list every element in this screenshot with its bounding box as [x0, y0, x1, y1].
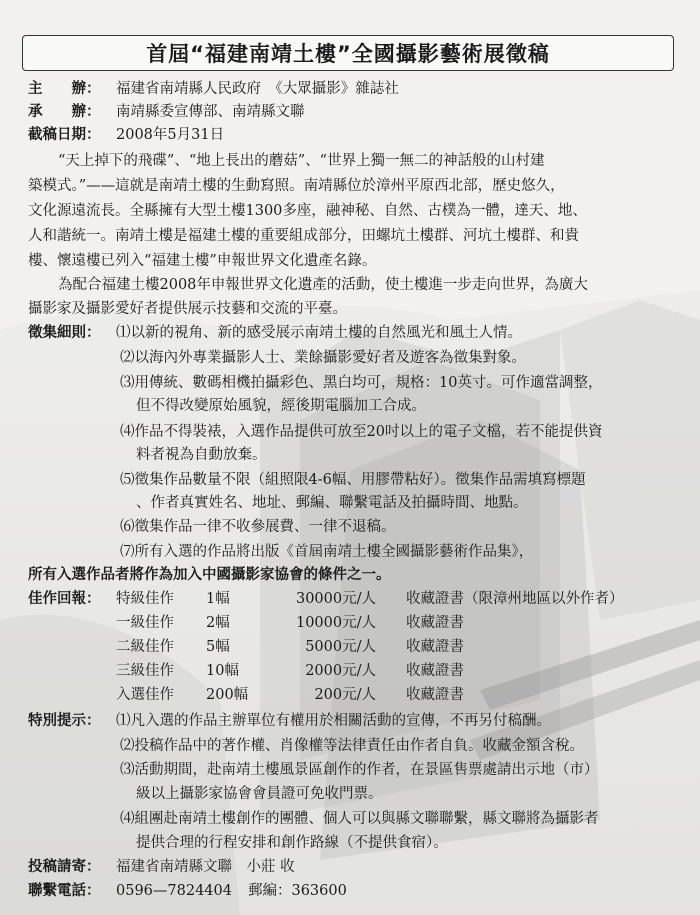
- award-level: 二級佳作: [116, 639, 174, 655]
- award-count: 1幅: [206, 591, 230, 607]
- award-level: 一級佳作: [116, 615, 174, 631]
- note-item: ⑴凡入選的作品主辦單位有權用於相關活動的宣傳，不再另付稿酬。: [116, 713, 551, 729]
- award-prize: 收藏證書: [406, 615, 464, 631]
- rule-item-cont: 、作者真實姓名、地址、郵編、聯繫電話及拍攝時間、地點。: [136, 495, 528, 511]
- contact-phone: 0596—7824404: [116, 883, 232, 899]
- note-item-cont: 級以上攝影家協會會員證可免收門票。: [136, 786, 383, 802]
- award-level: 三級佳作: [116, 663, 174, 679]
- intro-line: 為配合福建土樓2008年申報世界文化遺產的活動，使土樓進一步走向世界，為廣大: [58, 277, 588, 293]
- organizer-line: [28, 101, 305, 123]
- award-row: [116, 684, 464, 706]
- note-item: ⑵投稿作品中的著作權、肖像權等法律責任由作者自負。收藏金額含稅。: [120, 738, 584, 754]
- page-title: 首屆“福建南靖土樓”全國攝影藝術展徵稿: [22, 35, 674, 71]
- rule-item: ⑺所有入選的作品將出版《首屆南靖土樓全國攝影藝術作品集》，: [120, 544, 534, 560]
- membership-note: 所有入選作品者將作為加入中國攝影家協會的條件之一。: [28, 567, 391, 583]
- intro-line: 文化源遠流長。全縣擁有大型土樓1300多座，融神秘、自然、古樸為一體，達天、地、: [28, 203, 587, 219]
- submit-value: 福建省南靖縣文聯 小莊 收: [116, 859, 295, 875]
- award-row: [28, 588, 624, 610]
- award-prize: 收藏證書（限漳州地區以外作者）: [406, 591, 624, 607]
- intro-line: 人和諧統一。南靖土樓是福建土樓的重要組成部分，田螺坑土樓群、河坑土樓群、和貴: [28, 228, 579, 244]
- award-amount: 30000元/人: [295, 591, 376, 607]
- rule-item: ⑵以海內外專業攝影人士、業餘攝影愛好者及遊客為徵集對象。: [120, 350, 526, 366]
- host-line: [28, 78, 399, 100]
- rule-item: ⑶用傳統、數碼相機拍攝彩色、黑白均可，規格：10英寸。可作適當調整，: [120, 375, 603, 391]
- award-level: 特級佳作: [116, 591, 174, 607]
- rules-label: 徵集細則：: [28, 325, 101, 341]
- award-prize: 收藏證書: [406, 639, 464, 655]
- host-label: 主 辦：: [28, 81, 101, 97]
- contact-postcode: 郵編：363600: [247, 883, 347, 899]
- contact-label: 聯繫電話：: [28, 883, 101, 899]
- deadline-value: 2008年5月31日: [116, 127, 225, 143]
- award-amount: 2000元/人: [305, 663, 376, 679]
- deadline-line: [28, 124, 224, 146]
- intro-line: 築模式。”——這就是南靖土樓的生動寫照。南靖縣位於漳州平原西北部，歷史悠久，: [28, 178, 565, 194]
- contact-line: [28, 880, 347, 902]
- award-row: [116, 660, 464, 682]
- submit-line: [28, 856, 295, 878]
- deadline-label: 截稿日期：: [28, 127, 101, 143]
- intro-line: 樓、懷遠樓已列入“福建土樓”申報世界文化遺產名錄。: [28, 253, 377, 269]
- award-prize: 收藏證書: [406, 687, 464, 703]
- award-amount: 5000元/人: [305, 639, 376, 655]
- award-count: 5幅: [206, 639, 230, 655]
- intro-line: “天上掉下的飛碟”、“地上長出的蘑菇”、“世界上獨一無二的神話般的山村建: [58, 153, 545, 169]
- note-item: ⑷組團赴南靖土樓創作的團體、個人可以與縣文聯聯繫，縣文聯將為攝影者: [120, 811, 599, 827]
- notes-section: [28, 710, 551, 732]
- award-level: 入選佳作: [116, 687, 174, 703]
- organizer-value: 南靖縣委宣傳部、南靖縣文聯: [116, 104, 305, 120]
- awards-label: 佳作回報：: [28, 591, 101, 607]
- rule-item: ⑹徵集作品一律不收參展費、一律不退稿。: [120, 519, 396, 535]
- award-count: 2幅: [206, 615, 230, 631]
- award-row: [116, 612, 464, 634]
- submit-label: 投稿請寄：: [28, 859, 101, 875]
- rule-item: ⑸徵集作品數量不限（組照限4-6幅、用膠帶粘好）。徵集作品需填寫標題: [120, 472, 586, 488]
- award-prize: 收藏證書: [406, 663, 464, 679]
- award-count: 10幅: [206, 663, 239, 679]
- rules-section: [28, 322, 522, 344]
- rule-item: ⑴以新的視角、新的感受展示南靖土樓的自然風光和風土人情。: [116, 325, 522, 341]
- intro-line: 攝影家及攝影愛好者提供展示技藝和交流的平臺。: [28, 301, 347, 317]
- rule-item: ⑷作品不得裝裱，入選作品提供可放至20吋以上的電子文檔，若不能提供資: [120, 424, 603, 440]
- note-item: ⑶活動期間，赴南靖土樓風景區創作的作者，在景區售票處請出示地（市）: [120, 762, 599, 778]
- rule-item-cont: 料者視為自動放棄。: [136, 447, 267, 463]
- note-item-cont: 提供合理的行程安排和創作路線（不提供食宿）。: [136, 835, 448, 851]
- organizer-label: 承 辦：: [28, 104, 101, 120]
- notes-label: 特別提示：: [28, 713, 101, 729]
- award-amount: 10000元/人: [295, 615, 376, 631]
- award-count: 200幅: [206, 687, 249, 703]
- rule-item-cont: 但不得改變原始風貌，經後期電腦加工合成。: [136, 398, 426, 414]
- award-amount: 200元/人: [314, 687, 376, 703]
- award-row: [116, 636, 464, 658]
- host-value: 福建省南靖縣人民政府 《大眾攝影》雜誌社: [116, 81, 399, 97]
